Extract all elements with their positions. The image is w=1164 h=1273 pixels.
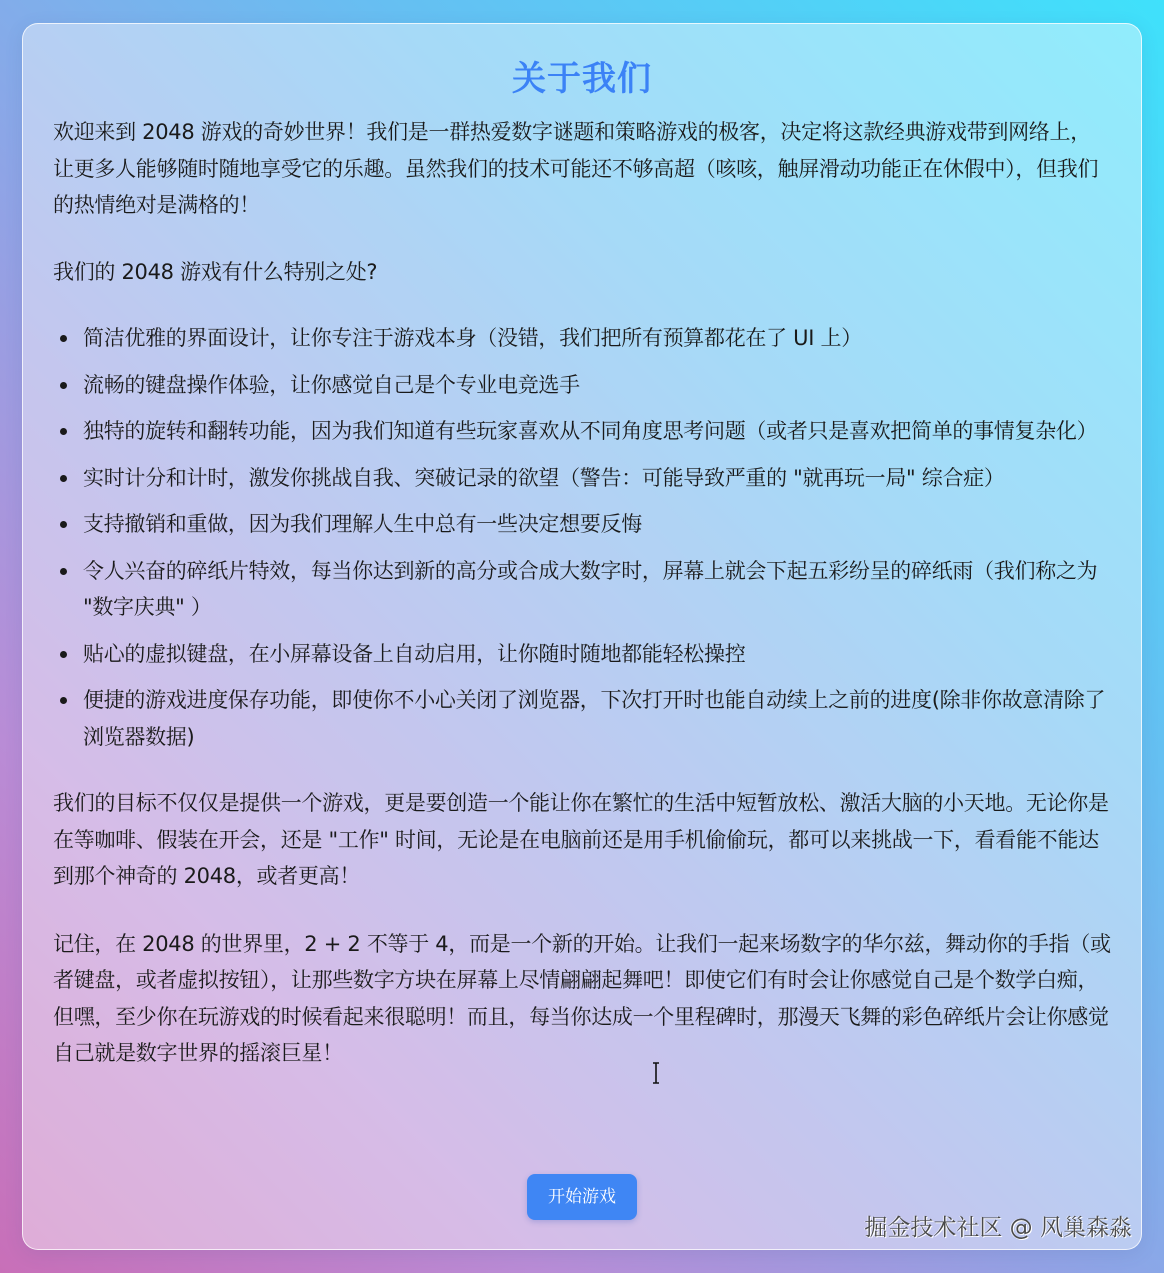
intro-paragraph: 欢迎来到 2048 游戏的奇妙世界！我们是一群热爱数字谜题和策略游戏的极客，决定将这款经典游戏带到网络上，让更多人能够随时随地享受它的乐趣。虽然我们的技术可能还不够高超（咳咳，触屏滑动功能正在休假中），但我们的热情绝对是满格的！ — [53, 120, 1099, 217]
feature-text: 简洁优雅的界面设计，让你专注于游戏本身（没错，我们把所有预算都花在了 UI 上） — [83, 326, 862, 350]
start-game-button[interactable]: 开始游戏 — [527, 1174, 637, 1220]
bullet-icon — [60, 521, 67, 528]
goal-paragraph: 我们的目标不仅仅是提供一个游戏，更是要创造一个能让你在繁忙的生活中短暂放松、激活大脑的小天地。无论你是在等咖啡、假装在开会，还是 "工作" 时间，无论是在电脑前还是用手机偷偷玩，都可以来挑战一下，看看能不能达到那个神奇的 2048，或者更高！ — [53, 791, 1109, 888]
bullet-icon — [60, 697, 67, 704]
about-card — [22, 23, 1142, 1250]
feature-item — [53, 682, 1111, 755]
feature-item — [53, 506, 1111, 543]
feature-text: 便捷的游戏进度保存功能，即使你不小心关闭了浏览器，下次打开时也能自动续上之前的进度(除非你故意清除了浏览器数据) — [83, 688, 1106, 749]
feature-text: 实时计分和计时，激发你挑战自我、突破记录的欲望（警告：可能导致严重的 "就再玩一局" 综合症） — [83, 465, 1005, 490]
watermark: 掘金技术社区 @ 风巢森淼 — [864, 1215, 1132, 1241]
text-cursor-icon — [651, 1062, 661, 1084]
bullet-icon — [60, 382, 67, 389]
feature-item — [53, 636, 1111, 673]
bullet-icon — [60, 651, 67, 658]
closing-paragraph: 记住，在 2048 的世界里，2 + 2 不等于 4，而是一个新的开始。让我们一起来场数字的华尔兹，舞动你的手指（或者键盘，或者虚拟按钮），让那些数字方块在屏幕上尽情翩翩起舞吧！即使它们有时会让你感觉自己是个数学白痴，但嘿，至少你在玩游戏的时候看起来很聪明！而且，每当你达成一个里程碑时，那漫天飞舞的彩色碎纸片会让你感觉自己就是数字世界的摇滚巨星！ — [53, 931, 1111, 1065]
bullet-icon — [60, 568, 67, 575]
page-title: 关于我们 — [512, 59, 652, 99]
bullet-icon — [60, 475, 67, 482]
bullet-icon — [60, 428, 67, 435]
feature-text: 独特的旋转和翻转功能，因为我们知道有些玩家喜欢从不同角度思考问题（或者只是喜欢把简单的事情复杂化） — [83, 419, 1098, 443]
features-heading: 我们的 2048 游戏有什么特别之处? — [53, 259, 378, 284]
feature-text: 流畅的键盘操作体验，让你感觉自己是个专业电竞选手 — [83, 372, 580, 397]
bullet-icon — [60, 335, 67, 342]
feature-item — [53, 320, 1111, 357]
feature-item — [53, 460, 1111, 497]
feature-item — [53, 553, 1111, 626]
feature-item — [53, 367, 1111, 404]
feature-text: 支持撤销和重做，因为我们理解人生中总有一些决定想要反悔 — [83, 512, 642, 536]
feature-text: 令人兴奋的碎纸片特效，每当你达到新的高分或合成大数字时，屏幕上就会下起五彩纷呈的碎纸雨（我们称之为 "数字庆典" ） — [83, 558, 1098, 619]
feature-text: 贴心的虚拟键盘，在小屏幕设备上自动启用，让你随时随地都能轻松操控 — [83, 641, 746, 666]
features-list — [53, 320, 1111, 755]
feature-item — [53, 413, 1111, 450]
